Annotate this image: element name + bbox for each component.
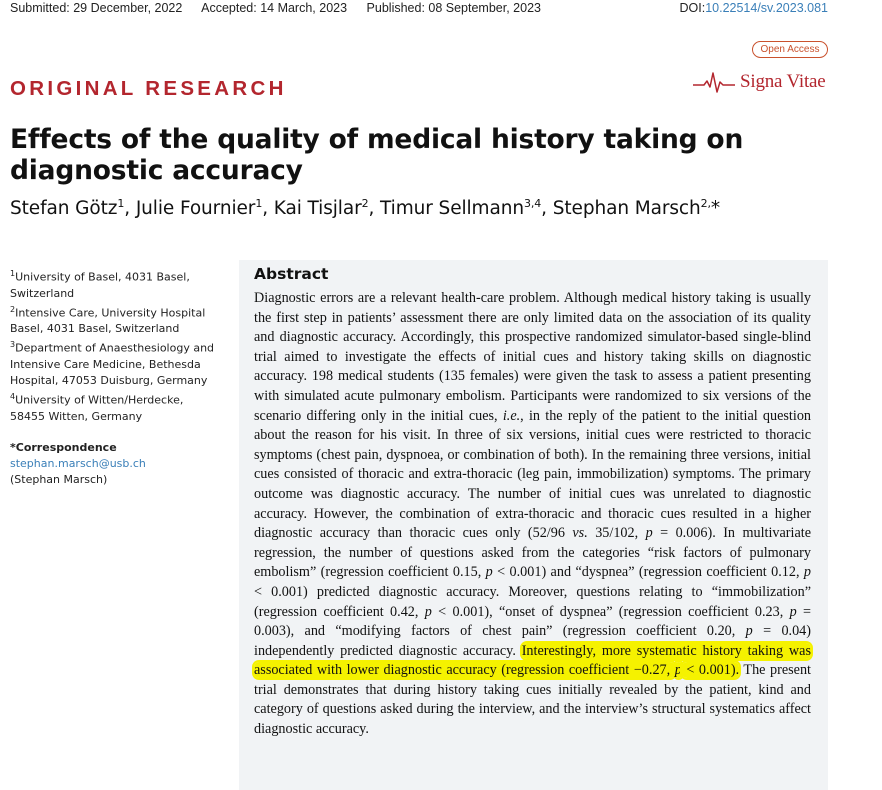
author-separator: , bbox=[541, 198, 553, 220]
article-title: Effects of the quality of medical history taking on diagnostic accuracy bbox=[10, 124, 744, 186]
author-separator: , bbox=[368, 198, 381, 220]
author-name: Timur Sellmann bbox=[380, 198, 524, 220]
abstract-text bbox=[254, 289, 811, 740]
abstract-text-segment: Diagnostic errors are a relevant health-care problem. Although medical history taking is usually the first step in patients’ assessment there are only limited data on the association of its quality and diagnostic accuracy. Accordingly, this prospective randomized simulator-based single-blind trial aimed to investigate the effects of initial cues and history taking skills on diagnostic accuracy. 198 medical students (135 females) were given the task to assess a patient presenting with simulated acute pulmonary embolism. Participants were randomized to six versions of the scenario differing only in the initial cues, bbox=[254, 290, 811, 424]
abstract-text-segment: The present trial demonstrates that during history taking cues initially revealed by the patient, kind and category of questions asked during the interview, and the interview’s structural systematics affect diagnostic accuracy. bbox=[254, 662, 811, 738]
affiliation-text: University of Witten/Herdecke, 58455 Witten, Germany bbox=[10, 393, 184, 423]
abstract-text-segment: p bbox=[424, 603, 432, 620]
abstract-highlighted-text: p bbox=[674, 662, 682, 679]
author-list bbox=[10, 197, 720, 219]
published-date: Published: 08 September, 2023 bbox=[366, 1, 541, 15]
journal-logo bbox=[692, 68, 826, 96]
abstract-heading: Abstract bbox=[254, 265, 329, 283]
affiliation-text: Department of Anaesthesiology and Intensive Care Medicine, Bethesda Hospital, 47053 Duisburg, Germany bbox=[10, 341, 215, 387]
abstract-highlighted-text: Interestingly, more systematic history taking was associated with lower diagnostic accuracy (regression coefficient −0.27, bbox=[254, 642, 811, 679]
affiliations-sidebar bbox=[10, 266, 220, 488]
abstract-text-segment: < 0.001) and “dyspnea” (regression coefficient 0.12, bbox=[492, 564, 804, 581]
abstract-highlighted-text: < 0.001). bbox=[681, 662, 740, 679]
affiliation-item bbox=[10, 302, 220, 338]
abstract-text-segment: = 0.003), and “modifying factors of chest pain” (regression coefficient 0.20, bbox=[254, 603, 811, 640]
doi-label: DOI: bbox=[679, 1, 706, 15]
abstract-text-segment: < 0.001), “onset of dyspnea” (regression coefficient 0.23, bbox=[431, 603, 790, 620]
heartbeat-icon bbox=[692, 70, 736, 94]
abstract-text-segment: p bbox=[803, 564, 811, 581]
abstract-text-segment: p bbox=[645, 525, 653, 542]
correspondence-email[interactable]: stephan.marsch@usb.ch bbox=[10, 456, 146, 470]
author-name: Stephan Marsch bbox=[552, 198, 701, 220]
affiliation-number: 3 bbox=[10, 340, 16, 350]
author-affiliation-marker: 1 bbox=[255, 197, 263, 210]
abstract-text-segment: 35/102, bbox=[587, 525, 646, 542]
abstract-text-segment: p bbox=[745, 623, 753, 640]
affiliation-number: 2 bbox=[10, 304, 16, 314]
abstract-text-segment: = 0.04) independently predicted diagnostic accuracy. bbox=[254, 623, 811, 659]
abstract-text-segment: p bbox=[789, 603, 797, 620]
submitted-date: Submitted: 29 December, 2022 bbox=[10, 1, 183, 15]
section-label: ORIGINAL RESEARCH bbox=[10, 77, 287, 100]
correspondence-name: (Stephan Marsch) bbox=[10, 472, 108, 486]
author-affiliation-marker: 2, bbox=[700, 197, 711, 210]
abstract-text-segment: < 0.001) predicted diagnostic accuracy. Moreover, questions relating to “immobilization” (regression coefficient 0.42, bbox=[254, 583, 811, 620]
author-affiliation-marker: 3,4 bbox=[523, 197, 542, 210]
abstract-text-segment: i.e. bbox=[502, 407, 521, 424]
abstract-text-segment: = 0.006). In multivariate regression, the number of questions asked from the categories “risk factors of pulmonary embolism” (regression coefficient 0.15, bbox=[254, 525, 811, 581]
affiliation-text: Intensive Care, University Hospital Basel, 4031 Basel, Switzerland bbox=[10, 306, 206, 336]
author-separator: , bbox=[262, 198, 274, 220]
author-separator: * bbox=[710, 198, 721, 220]
author-name: Stefan Götz bbox=[10, 198, 118, 220]
journal-name: Signa Vitae bbox=[740, 71, 826, 92]
doi-link[interactable]: 10.22514/sv.2023.081 bbox=[705, 1, 828, 15]
affiliation-item bbox=[10, 266, 220, 302]
accepted-date: Accepted: 14 March, 2023 bbox=[201, 1, 348, 15]
doi bbox=[680, 1, 829, 15]
author-affiliation-marker: 2 bbox=[361, 197, 369, 210]
author-name: Julie Fournier bbox=[135, 198, 256, 220]
open-access-badge: Open Access bbox=[752, 41, 828, 58]
affiliation-list bbox=[10, 266, 220, 425]
affiliation-item bbox=[10, 389, 220, 425]
affiliation-number: 1 bbox=[10, 269, 16, 278]
author-separator: , bbox=[124, 198, 136, 220]
affiliation-text: University of Basel, 4031 Basel, Switzerland bbox=[10, 270, 190, 300]
abstract-text-segment: p bbox=[485, 564, 493, 581]
affiliation-number: 4 bbox=[10, 391, 16, 401]
author-affiliation-marker: 1 bbox=[117, 197, 125, 210]
abstract-panel bbox=[239, 260, 828, 790]
author-name: Kai Tisjlar bbox=[273, 198, 362, 220]
correspondence-heading: *Correspondence bbox=[10, 440, 117, 454]
abstract-text-segment: , in the reply of the patient to the initial question about the reason for his visit. In three of six versions, initial cues were restricted to thoracic symptoms (chest pain, dyspnoea, or combination of both). In the remaining three versions, initial cues consisted of thoracic and extra-thoracic (leg pain, immobilization) symptoms. The primary outcome was diagnostic accuracy. The number of initial cues was unrelated to diagnostic accuracy. However, the combination of extra-thoracic and thoracic cues resulted in a higher diagnostic accuracy than thoracic cues only (52/96 bbox=[254, 407, 812, 542]
affiliation-item bbox=[10, 337, 220, 389]
abstract-text-segment: vs. bbox=[572, 525, 588, 542]
article-dates-bar bbox=[10, 1, 828, 17]
